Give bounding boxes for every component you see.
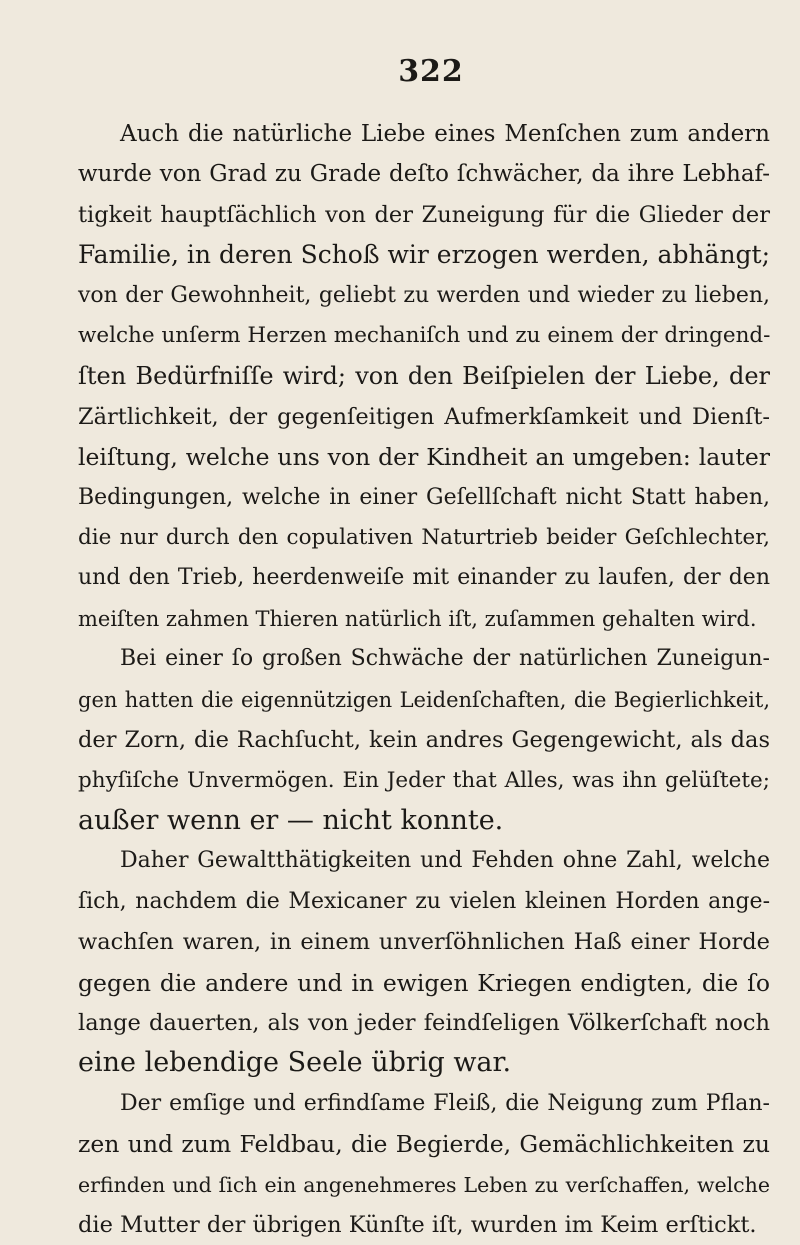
text-line: wurde von Grad zu Grade deſto ſchwächer, da ihre Lebhaf- (78, 161, 770, 188)
text-line: Bei einer ſo großen Schwäche der natürlichen Zuneigun- (120, 646, 770, 672)
text-line: Auch die natürliche Liebe eines Menſchen zum andern (120, 121, 770, 147)
text-line: Der emſige und erfindſame Fleiß, die Neigung zum Pflan- (120, 1090, 770, 1116)
text-line: eine lebendige Seele übrig war. (78, 1047, 512, 1079)
text-line: von der Gewohnheit, geliebt zu werden und wieder zu lieben, (78, 282, 770, 308)
text-line: phyſiſche Unvermögen. Ein Jeder that Alles, was ihn gelüſtete; (78, 767, 770, 793)
text-line: die Mutter der übrigen Künſte iſt, wurden im Keim erſtickt. (78, 1211, 757, 1238)
text-line: zen und zum Feldbau, die Begierde, Gemächlichkeiten zu (78, 1130, 770, 1159)
text-line: wachſen waren, in einem unverſöhnlichen Haß einer Horde (78, 929, 770, 956)
text-line: die nur durch den copulativen Naturtrieb beider Geſchlechter, (78, 525, 770, 551)
paragraph-3 (78, 841, 770, 1083)
text-line: ſten Bedürfniſſe wird; von den Beiſpielen der Liebe, der (78, 362, 770, 391)
text-line: ſich, nachdem die Mexicaner zu vielen kleinen Horden ange- (78, 888, 770, 914)
text-line: der Zorn, die Rachſucht, kein andres Gegengewicht, als das (78, 727, 770, 754)
text-line: welche unſerm Herzen mechaniſch und zu einem der dringend- (78, 323, 771, 349)
text-line: leiſtung, welche uns von der Kindheit an umgeben: lauter (78, 443, 770, 472)
text-line: meiſten zahmen Thieren natürlich iſt, zuſammen gehalten wird. (78, 606, 757, 631)
text-line: Daher Gewaltthätigkeiten und Fehden ohne Zahl, welche (120, 848, 770, 874)
paragraph-4 (78, 1084, 770, 1245)
text-line: gen hatten die eigennützigen Leidenſchaften, die Begierlichkeit, (78, 687, 770, 712)
text-line: Zärtlichkeit, der gegenſeitigen Aufmerkſamkeit und Dienſt- (78, 403, 770, 430)
text-line: Familie, in deren Schoß wir erzogen werden, abhängt; (78, 240, 771, 270)
text-line: und den Trieb, heerdenweiſe mit einander zu laufen, der den (78, 565, 770, 591)
page-number: 322 (398, 54, 464, 89)
paragraph-1 (78, 114, 770, 639)
text-line: tigkeit hauptſächlich von der Zuneigung für die Glieder der (78, 201, 770, 228)
text-line: erfinden und ſich ein angenehmeres Leben zu verſchaffen, welche (78, 1172, 770, 1197)
paragraph-2 (78, 639, 770, 841)
text-line: gegen die andere und in ewigen Kriegen endigten, die ſo (78, 968, 770, 997)
text-line: Bedingungen, welche in einer Geſellſchaft nicht Statt haben, (78, 484, 770, 510)
text-line: lange dauerten, als von jeder feindſeligen Völkerſchaft noch (78, 1009, 770, 1036)
text-line: außer wenn er — nicht konnte. (78, 804, 504, 836)
